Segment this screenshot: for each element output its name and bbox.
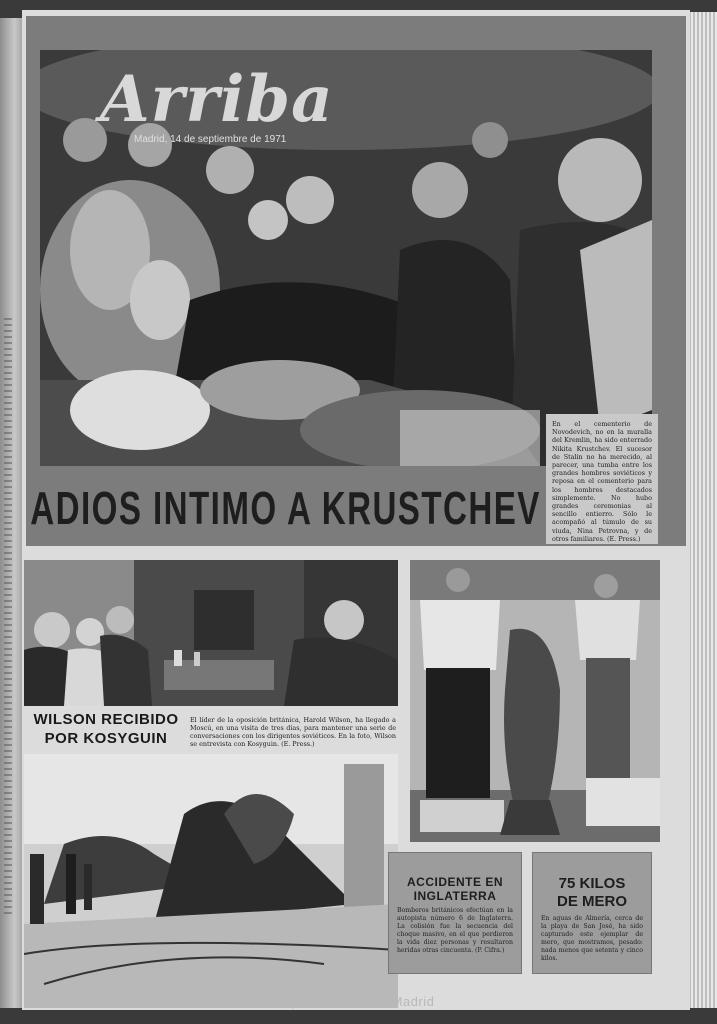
fish-catch-photo <box>410 560 660 842</box>
mero-headline-line1: 75 KILOS <box>558 875 626 892</box>
mero-box <box>532 852 652 974</box>
newspaper-masthead: Arriba <box>100 62 334 137</box>
archive-watermark: Ayuntamiento de Madrid <box>282 994 435 1009</box>
wilson-caption: El líder de la oposición británica, Harold Wilson, ha llegado a Moscú, en una visita de tres días, para mantener una serie de conversaciones con los dirigentes soviéticos. En la foto, Wilson se entrevista con Kosyguin. (E. Press.) <box>190 716 396 748</box>
wilson-headline-line1: WILSON RECIBIDO <box>33 711 179 728</box>
newspaper-dateline: Madrid, 14 de septiembre de 1971 <box>134 134 287 145</box>
fire-accident-photo <box>24 754 398 1008</box>
main-headline <box>26 470 546 546</box>
accident-box <box>388 852 522 974</box>
accident-headline <box>389 875 521 903</box>
mero-caption: En aguas de Almería, cerca de la playa de San José, ha sido capturado este ejemplar de mero, que mostramos, pesado: nada menos que setenta y cinco kilos. <box>541 915 643 962</box>
accident-headline-line1: ACCIDENTE EN <box>406 875 503 889</box>
wilson-kosyguin-photo <box>24 560 398 706</box>
wilson-headline-line2: POR KOSYGUIN <box>44 730 168 747</box>
mero-headline <box>533 875 651 911</box>
accident-headline-line2: INGLATERRA <box>413 889 497 903</box>
main-caption: En el cementerio de Novodevich, no en la muralla del Kremlin, ha sido enterrado Nikita Krustchev. El sucesor de Stalin no ha merecido, al parecer, una tumba entre los grandes hombres soviéticos y reposa en el cementerio para los hombres destacados simplemente. No hubo grandes ceremonias al sencillo entierro. Sólo le acompañó al túmulo de su viuda, Nina Petrovna, y de otros familiares. (E. Press.) <box>546 414 658 544</box>
accident-caption: Bomberos británicos efectúan en la autopista número 6 de Inglaterra. La colisión fue la secuencia del choque masivo, en el que perdieron la vida diez personas y resultaron heridas otras cincuenta. (P. Cifra.) <box>397 907 513 954</box>
main-headline-text: ADIOS INTIMO A KRUSTCHEV <box>30 482 542 534</box>
book-spine-left <box>0 18 24 1008</box>
wilson-headline <box>32 704 180 756</box>
mero-headline-line2: DE MERO <box>556 893 627 910</box>
